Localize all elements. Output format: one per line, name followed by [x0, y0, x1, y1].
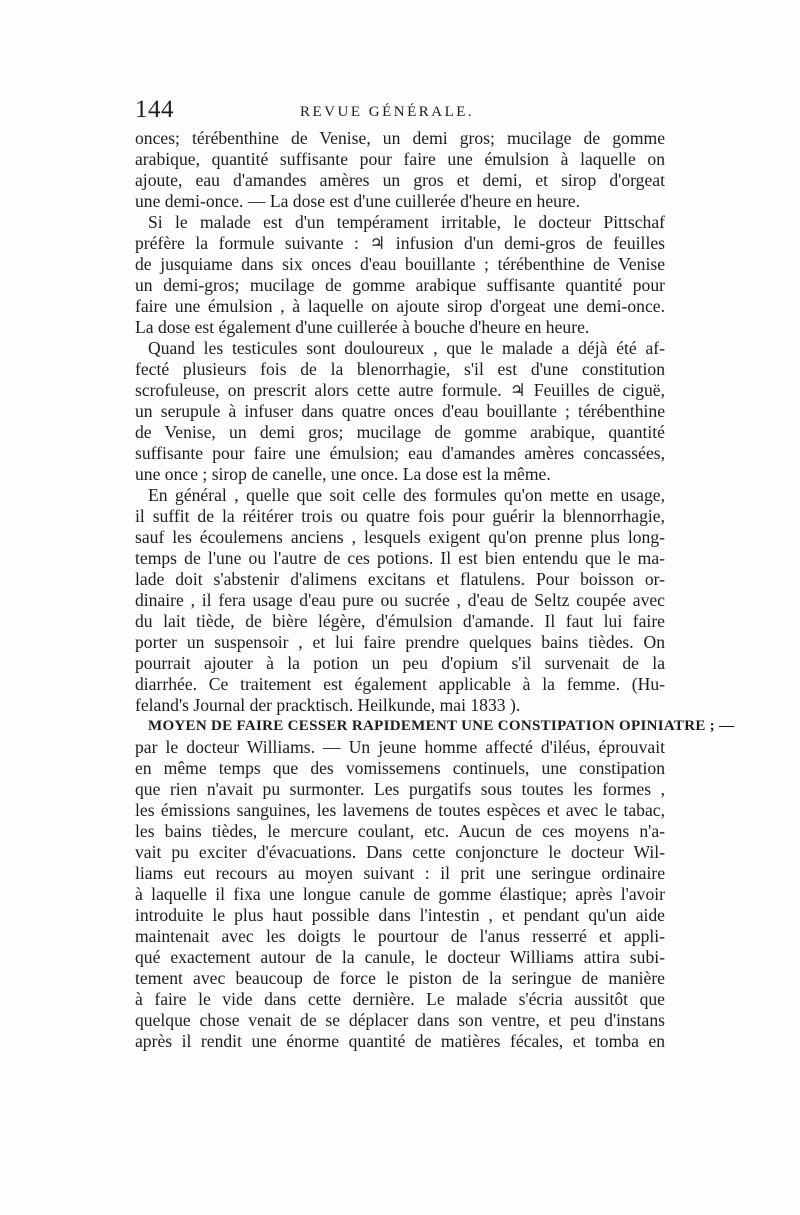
text-line: faire une émulsion , à laquelle on ajoute sirop d'orgeat une demi-once.	[135, 296, 665, 316]
text-line: En général , quelle que soit celle des formules qu'on mette en usage,	[148, 485, 665, 505]
text-line: du lait tiède, de bière légère, d'émulsion d'amande. Il faut lui faire	[135, 611, 665, 631]
text-line: un serupule à infuser dans quatre onces d'eau bouillante ; térébenthine	[135, 401, 665, 421]
section-title: MOYEN DE FAIRE CESSER RAPIDEMENT UNE CONSTIPATION OPINIATRE ; —	[148, 718, 735, 734]
text-line: qué exactement autour de la canule, le docteur Williams attira subi-	[135, 947, 665, 967]
text-line: de Venise, un demi gros; mucilage de gomme arabique, quantité	[135, 422, 665, 442]
text-line: suffisante pour faire une émulsion; eau d'amandes amères concassées,	[135, 443, 665, 463]
text-line: temps de l'une ou l'autre de ces potions. Il est bien entendu que le ma-	[135, 548, 665, 568]
text-line: par le docteur Williams. — Un jeune homme affecté d'iléus, éprouvait	[135, 737, 665, 757]
text-line: fecté plusieurs fois de la blenorrhagie, s'il est d'une constitution	[135, 359, 665, 379]
text-line: il suffit de la réitérer trois ou quatre fois pour guérir la blennorrhagie,	[135, 506, 665, 526]
page-header	[135, 96, 665, 126]
text-line: lade doit s'abstenir d'alimens excitans et flatulens. Pour boisson or-	[135, 569, 665, 589]
text-line: les bains tièdes, le mercure coulant, etc. Aucun de ces moyens n'a-	[135, 821, 665, 841]
text-line: liams eut recours au moyen suivant : il prit une seringue ordinaire	[135, 863, 665, 883]
text-line: une demi-once. — La dose est d'une cuillerée d'heure en heure.	[135, 191, 581, 211]
text-line: tement avec beaucoup de force le piston de la seringue de manière	[135, 968, 665, 988]
text-line: diarrhée. Ce traitement est également applicable à la femme. (Hu-	[135, 674, 665, 694]
text-line: feland's Journal der pracktisch. Heilkunde, mai 1833 ).	[135, 695, 521, 715]
text-line: La dose est également d'une cuillerée à bouche d'heure en heure.	[135, 317, 590, 337]
text-line: préfère la formule suivante : ♃ infusion d'un demi-gros de feuilles	[135, 233, 665, 253]
text-line: vait pu exciter d'évacuations. Dans cette conjoncture le docteur Wil-	[135, 842, 665, 862]
text-line: scrofuleuse, on prescrit alors cette autre formule. ♃ Feuilles de ciguë,	[135, 380, 665, 400]
text-line: introduite le plus haut possible dans l'intestin , et pendant qu'un aide	[135, 905, 665, 925]
text-line: de jusquiame dans six onces d'eau bouillante ; térébenthine de Venise	[135, 254, 665, 274]
text-line: dinaire , il fera usage d'eau pure ou sucrée , d'eau de Seltz coupée avec	[135, 590, 665, 610]
text-line: sauf les écoulemens anciens , lesquels exigent qu'on prenne plus long-	[135, 527, 665, 547]
text-line: un demi-gros; mucilage de gomme arabique suffisante quantité pour	[135, 275, 665, 295]
text-line: pourrait ajouter à la potion un peu d'opium s'il survenait de la	[135, 653, 665, 673]
text-line: onces; térébenthine de Venise, un demi gros; mucilage de gomme	[135, 128, 665, 148]
text-line: quelque chose venait de se déplacer dans son ventre, et peu d'instans	[135, 1010, 665, 1030]
page-number: 144	[135, 96, 174, 123]
text-line: en même temps que des vomissemens continuels, une constipation	[135, 758, 665, 778]
running-head: REVUE GÉNÉRALE.	[300, 104, 475, 120]
text-line: ajoute, eau d'amandes amères un gros et demi, et sirop d'orgeat	[135, 170, 665, 190]
text-line: après il rendit une énorme quantité de matières fécales, et tomba en	[135, 1031, 665, 1051]
text-line: Quand les testicules sont douloureux , que le malade a déjà été af-	[148, 338, 665, 358]
text-line: Si le malade est d'un tempérament irritable, le docteur Pittschaf	[148, 212, 665, 232]
text-line: arabique, quantité suffisante pour faire une émulsion à laquelle on	[135, 149, 665, 169]
text-line: à laquelle il fixa une longue canule de gomme élastique; après l'avoir	[135, 884, 665, 904]
text-line: porter un suspensoir , et lui faire prendre quelques bains tièdes. On	[135, 632, 665, 652]
text-line: une once ; sirop de canelle, une once. La dose est la même.	[135, 464, 551, 484]
text-line: que rien n'avait pu surmonter. Les purgatifs sous toutes les formes ,	[135, 779, 665, 799]
text-line: les émissions sanguines, les lavemens de toutes espèces et avec le tabac,	[135, 800, 665, 820]
body-text	[135, 128, 735, 1052]
text-line: à faire le vide dans cette dernière. Le malade s'écria aussitôt que	[135, 989, 665, 1009]
text-line: maintenait avec les doigts le pourtour de l'anus resserré et appli-	[135, 926, 665, 946]
